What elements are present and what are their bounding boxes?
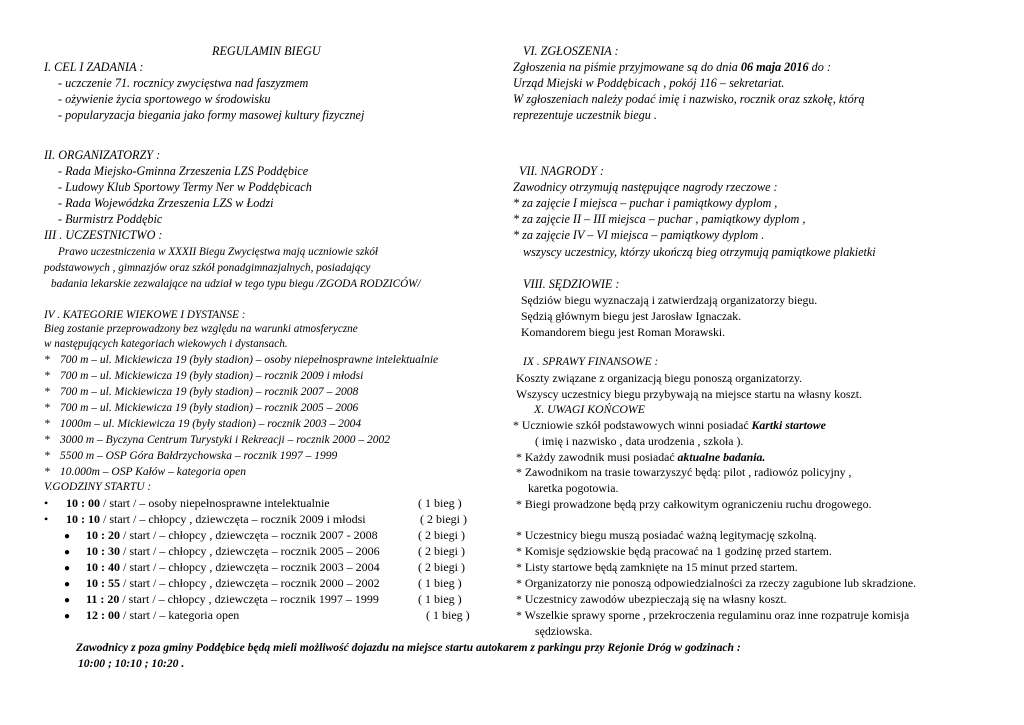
start-time-count: ( 1 bieg ) [426,608,470,622]
start-time-count: ( 2 biegi ) [418,560,465,574]
category-row: * 700 m – ul. Mickiewicza 19 (były stadion) – rocznik 2009 i młodsi [44,370,364,382]
final-remark: * Komisje sędziowskie będą pracować na 1 godzinę przed startem. [516,544,832,558]
registration-text: W zgłoszeniach należy podać imię i nazwisko, rocznik oraz szkołę, którą [513,92,865,106]
start-time-row: ● 10 : 40 / start / – chłopcy , dziewczęta – rocznik 2003 – 2004 [64,560,380,574]
prizes-text: Zawodnicy otrzymują następujące nagrody rzeczowe : [513,180,778,194]
registration-text: reprezentuje uczestnik biegu . [513,108,657,122]
participation-text: podstawowych , gimnazjów oraz szkół ponadgimnazjalnych, posiadający [44,262,371,274]
finance-text: Wszyscy uczestnicy biegu przybywają na miejsce startu na własny koszt. [516,387,862,401]
start-time-row: • 10 : 10 / start / – chłopcy , dziewczęta – rocznik 2009 i młodsi [44,512,366,526]
section-prizes-heading: VII. NAGRODY : [519,164,604,178]
final-remark: * Biegi prowadzone będą przy całkowitym ograniczeniu ruchu drogowego. [516,497,872,511]
registration-text: Urząd Miejski w Poddębicach , pokój 116 – sekretariat. [513,76,785,90]
category-row: * 1000m – ul. Mickiewicza 19 (były stadion) – rocznik 2003 – 2004 [44,418,362,430]
prizes-text: wszyscy uczestnicy, którzy ukończą bieg otrzymują pamiątkowe plakietki [523,245,876,259]
section-finance-heading: IX . SPRAWY FINANSOWE : [523,356,659,368]
document-title: REGULAMIN BIEGU [212,44,321,58]
section-participation-heading: III . UCZESTNICTWO : [44,228,163,242]
start-time-count: ( 2 biegi ) [420,512,467,526]
start-time-count: ( 1 bieg ) [418,496,462,510]
footer-transport-times: 10:00 ; 10:10 ; 10:20 . [78,657,185,670]
start-time-row: ● 10 : 30 / start / – chłopcy , dziewczęta – rocznik 2005 – 2006 [64,544,380,558]
start-time-row: ● 12 : 00 / start / – kategoria open [64,608,240,622]
category-row: * 700 m – ul. Mickiewicza 19 (były stadion) – osoby niepełnosprawne intelektualnie [44,354,439,366]
final-remark: * Listy startowe będą zamknięte na 15 minut przed startem. [516,560,798,574]
start-time-count: ( 2 biegi ) [418,528,465,542]
footer-transport-note: Zawodnicy z poza gminy Poddębice będą mieli możliwość dojazdu na miejsce startu autokarem z parkingu przy Rejonie Dróg w godzinach : [76,641,741,654]
section-final-remarks-heading: X. UWAGI KOŃCOWE [534,402,645,416]
section-organizers-heading: II. ORGANIZATORZY : [44,148,161,162]
finance-text: Koszty związane z organizacją biegu ponoszą organizatorzy. [516,371,803,385]
category-row: * 700 m – ul. Mickiewicza 19 (były stadion) – rocznik 2007 – 2008 [44,386,359,398]
categories-intro: Bieg zostanie przeprowadzony bez względu na warunki atmosferyczne [44,323,358,335]
participation-text: Prawo uczestniczenia w XXXII Biegu Zwycięstwa mają uczniowie szkół [58,246,379,258]
section-registration-heading: VI. ZGŁOSZENIA : [523,44,619,58]
participation-text: badania lekarskie zezwalające na udział w tego typu biegu /ZGODA RODZICÓW/ [51,278,421,290]
judges-text: Komandorem biegu jest Roman Morawski. [521,325,726,339]
categories-intro: w następujących kategoriach wiekowych i dystansach. [44,338,288,350]
section-start-times-heading: V.GODZINY STARTU : [44,481,152,493]
prizes-text: * za zajęcie IV – VI miejsca – pamiątkowy dyplom . [513,228,765,242]
organizer-item: - Rada Miejsko-Gminna Zrzeszenia LZS Poddębice [58,164,309,178]
final-remark: * Zawodnikom na trasie towarzyszyć będą: pilot , radiowóz policyjny , [516,465,852,479]
category-row: * 700 m – ul. Mickiewicza 19 (były stadion) – rocznik 2005 – 2006 [44,402,359,414]
judges-text: Sędzią głównym biegu jest Jarosław Ignaczak. [521,309,742,323]
category-row: * 3000 m – Byczyna Centrum Turystyki i Rekreacji – rocznik 2000 – 2002 [44,434,391,446]
goal-item: - uczczenie 71. rocznicy zwycięstwa nad faszyzmem [58,76,309,90]
final-remark: * Każdy zawodnik musi posiadać aktualne badania. [516,450,766,464]
goal-item: - popularyzacja biegania jako formy masowej kultury fizycznej [58,108,365,122]
goal-item: - ożywienie życia sportowego w środowisku [58,92,271,106]
organizer-item: - Burmistrz Poddębic [58,212,163,226]
start-time-count: ( 1 bieg ) [418,576,462,590]
final-remark: * Uczestnicy zawodów ubezpieczają się na własny koszt. [516,592,787,606]
final-remark: karetka pogotowia. [528,481,619,495]
registration-text: Zgłoszenia na piśmie przyjmowane są do dnia 06 maja 2016 do : [513,60,831,74]
section-categories-heading: IV . KATEGORIE WIEKOWE I DYSTANSE : [44,309,246,321]
start-time-row: • 10 : 00 / start / – osoby niepełnosprawne intelektualnie [44,496,330,510]
section-goal-heading: I. CEL I ZADANIA : [44,60,144,74]
final-remark: * Uczestnicy biegu muszą posiadać ważną legitymację szkolną. [516,528,817,542]
organizer-item: - Rada Wojewódzka Zrzeszenia LZS w Łodzi [58,196,274,210]
start-time-row: ● 10 : 55 / start / – chłopcy , dziewczęta – rocznik 2000 – 2002 [64,576,380,590]
prizes-text: * za zajęcie I miejsca – puchar i pamiątkowy dyplom , [513,196,778,210]
start-time-count: ( 1 bieg ) [418,592,462,606]
category-row: * 5500 m – OSP Góra Bałdrzychowska – rocznik 1997 – 1999 [44,450,338,462]
section-judges-heading: VIII. SĘDZIOWIE : [523,277,620,291]
final-remark: * Organizatorzy nie ponoszą odpowiedzialności za rzeczy zagubione lub skradzione. [516,576,917,590]
start-time-row: ● 10 : 20 / start / – chłopcy , dziewczęta – rocznik 2007 - 2008 [64,528,378,542]
organizer-item: - Ludowy Klub Sportowy Termy Ner w Poddębicach [58,180,312,194]
final-remark: * Uczniowie szkół podstawowych winni posiadać Kartki startowe [513,418,826,432]
final-remark: * Wszelkie sprawy sporne , przekroczenia regulaminu oraz inne rozpatruje komisja [516,608,910,622]
start-time-count: ( 2 biegi ) [418,544,465,558]
category-row: * 10.000m – OSP Kałów – kategoria open [44,466,247,478]
prizes-text: * za zajęcie II – III miejsca – puchar , pamiątkowy dyplom , [513,212,806,226]
start-time-row: ● 11 : 20 / start / – chłopcy , dziewczęta – rocznik 1997 – 1999 [64,592,379,606]
final-remark: sędziowska. [535,624,593,638]
final-remark: ( imię i nazwisko , data urodzenia , szkoła ). [535,434,744,448]
judges-text: Sędziów biegu wyznaczają i zatwierdzają organizatorzy biegu. [521,293,818,307]
